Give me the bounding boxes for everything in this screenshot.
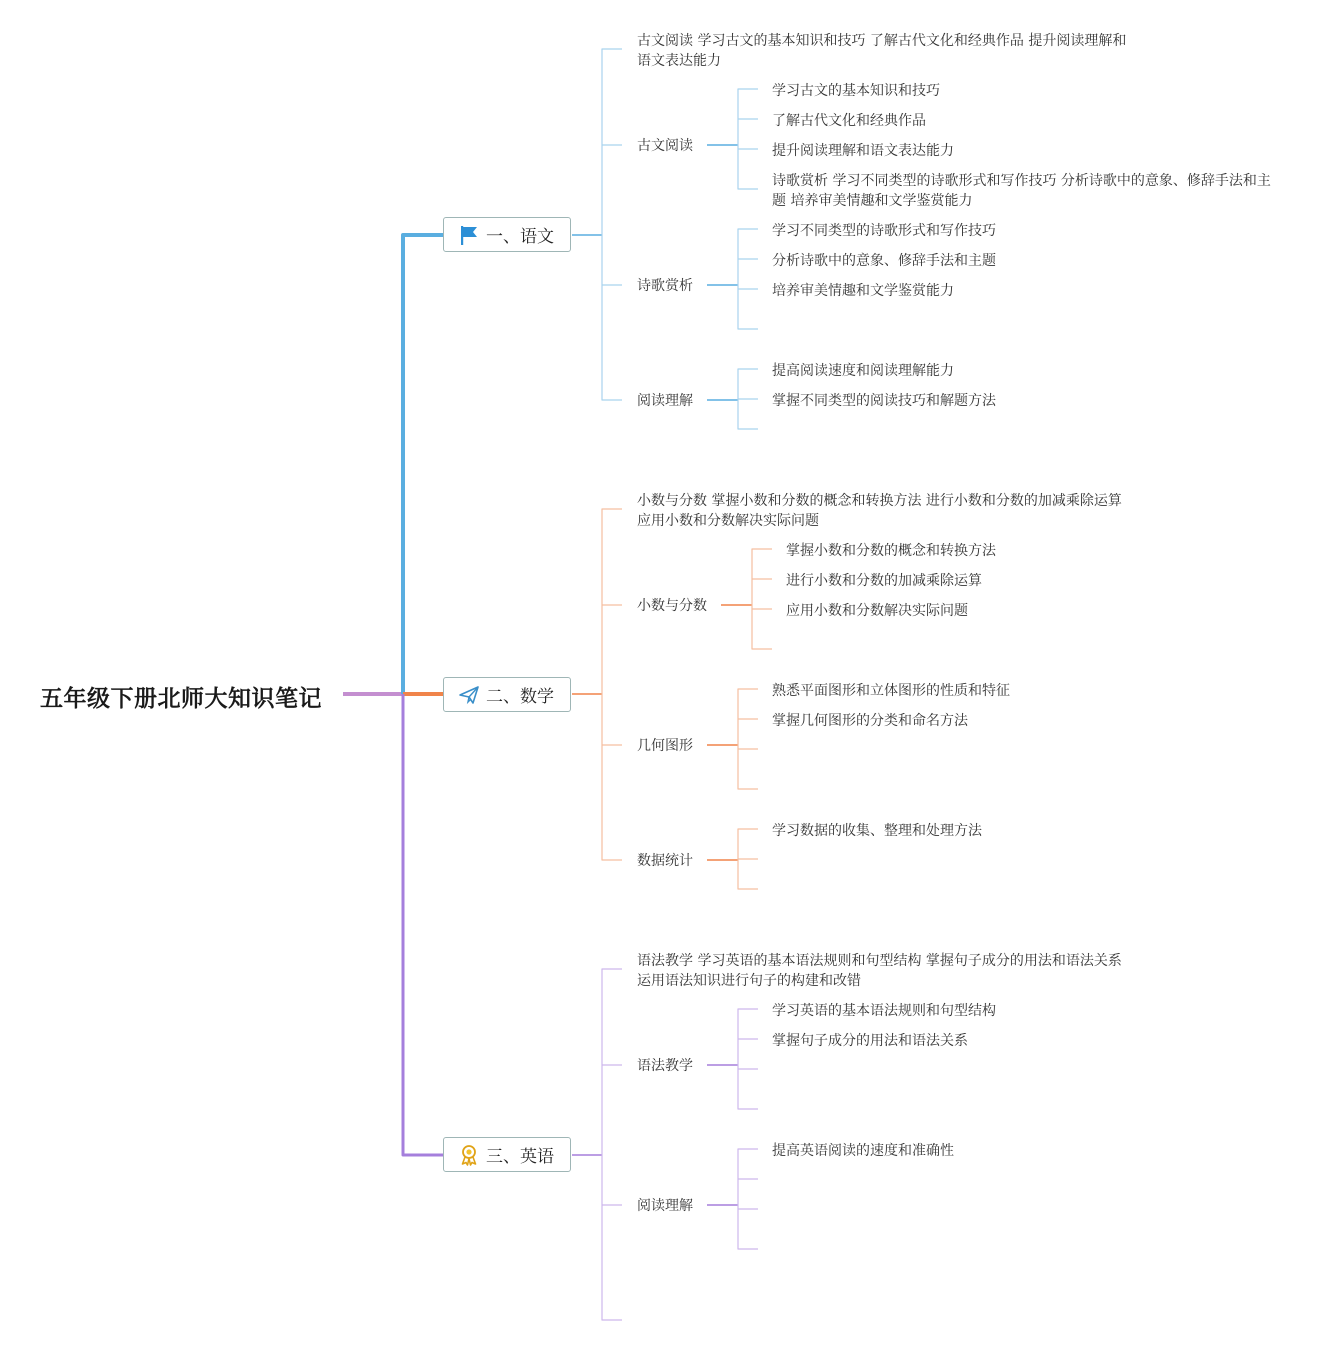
branch-label: 二、数学 bbox=[486, 687, 554, 707]
connector-line bbox=[738, 1009, 758, 1109]
connector-line bbox=[752, 549, 772, 649]
summary-line[interactable]: 诗歌赏析 学习不同类型的诗歌形式和写作技巧 分析诗歌中的意象、修辞手法和主 bbox=[772, 173, 1271, 189]
root-topic[interactable]: 五年级下册北师大知识笔记 bbox=[40, 686, 322, 712]
item[interactable]: 掌握几何图形的分类和命名方法 bbox=[772, 713, 968, 729]
summary-line[interactable]: 应用小数和分数解决实际问题 bbox=[637, 513, 819, 529]
topic-xiaoshu[interactable]: 小数与分数 bbox=[637, 598, 707, 614]
item[interactable]: 进行小数和分数的加减乘除运算 bbox=[786, 573, 982, 589]
summary-line[interactable]: 语文表达能力 bbox=[637, 53, 721, 69]
item[interactable]: 了解古代文化和经典作品 bbox=[772, 113, 926, 129]
item[interactable]: 学习古文的基本知识和技巧 bbox=[772, 83, 940, 99]
paper-plane-icon bbox=[458, 684, 480, 706]
topic-jihe[interactable]: 几何图形 bbox=[637, 738, 693, 754]
connector-line bbox=[738, 689, 758, 789]
topic-yuedu[interactable]: 阅读理解 bbox=[637, 393, 693, 409]
connector-line bbox=[602, 49, 622, 400]
connector-line bbox=[602, 969, 622, 1320]
connector-line bbox=[738, 1149, 758, 1249]
item[interactable]: 掌握小数和分数的概念和转换方法 bbox=[786, 543, 996, 559]
branch-label: 三、英语 bbox=[486, 1147, 554, 1167]
item[interactable]: 学习不同类型的诗歌形式和写作技巧 bbox=[772, 223, 996, 239]
topic-tongji[interactable]: 数据统计 bbox=[637, 853, 693, 869]
item[interactable]: 熟悉平面图形和立体图形的性质和特征 bbox=[772, 683, 1010, 699]
item[interactable]: 提高阅读速度和阅读理解能力 bbox=[772, 363, 954, 379]
connector-line bbox=[602, 509, 622, 860]
trunk-english bbox=[403, 694, 443, 1155]
summary-line[interactable]: 古文阅读 学习古文的基本知识和技巧 了解古代文化和经典作品 提升阅读理解和 bbox=[637, 33, 1127, 49]
topic-shige[interactable]: 诗歌赏析 bbox=[637, 278, 693, 294]
item[interactable]: 掌握句子成分的用法和语法关系 bbox=[772, 1033, 968, 1049]
connector-line bbox=[738, 89, 758, 189]
item[interactable]: 提高英语阅读的速度和准确性 bbox=[772, 1143, 954, 1159]
topic-guwen[interactable]: 古文阅读 bbox=[637, 138, 693, 154]
branch-chinese[interactable] bbox=[443, 217, 571, 252]
branch-english[interactable] bbox=[443, 1137, 571, 1172]
item[interactable]: 分析诗歌中的意象、修辞手法和主题 bbox=[772, 253, 996, 269]
summary-line[interactable]: 小数与分数 掌握小数和分数的概念和转换方法 进行小数和分数的加减乘除运算 bbox=[637, 493, 1122, 509]
flag-icon bbox=[458, 224, 480, 246]
summary-line[interactable]: 运用语法知识进行句子的构建和改错 bbox=[637, 973, 861, 989]
item[interactable]: 提升阅读理解和语文表达能力 bbox=[772, 143, 954, 159]
trunk-chinese bbox=[403, 235, 443, 694]
award-ribbon-icon bbox=[458, 1144, 480, 1166]
branch-math[interactable] bbox=[443, 677, 571, 712]
item[interactable]: 应用小数和分数解决实际问题 bbox=[786, 603, 968, 619]
item[interactable]: 学习英语的基本语法规则和句型结构 bbox=[772, 1003, 996, 1019]
branch-label: 一、语文 bbox=[486, 227, 554, 247]
summary-line[interactable]: 题 培养审美情趣和文学鉴赏能力 bbox=[772, 193, 973, 209]
summary-line[interactable]: 语法教学 学习英语的基本语法规则和句型结构 掌握句子成分的用法和语法关系 bbox=[637, 953, 1122, 969]
topic-yuedu-en[interactable]: 阅读理解 bbox=[637, 1198, 693, 1214]
connector-line bbox=[738, 229, 758, 329]
item[interactable]: 掌握不同类型的阅读技巧和解题方法 bbox=[772, 393, 996, 409]
item[interactable]: 学习数据的收集、整理和处理方法 bbox=[772, 823, 982, 839]
item[interactable]: 培养审美情趣和文学鉴赏能力 bbox=[772, 283, 954, 299]
topic-yufa[interactable]: 语法教学 bbox=[637, 1058, 693, 1074]
